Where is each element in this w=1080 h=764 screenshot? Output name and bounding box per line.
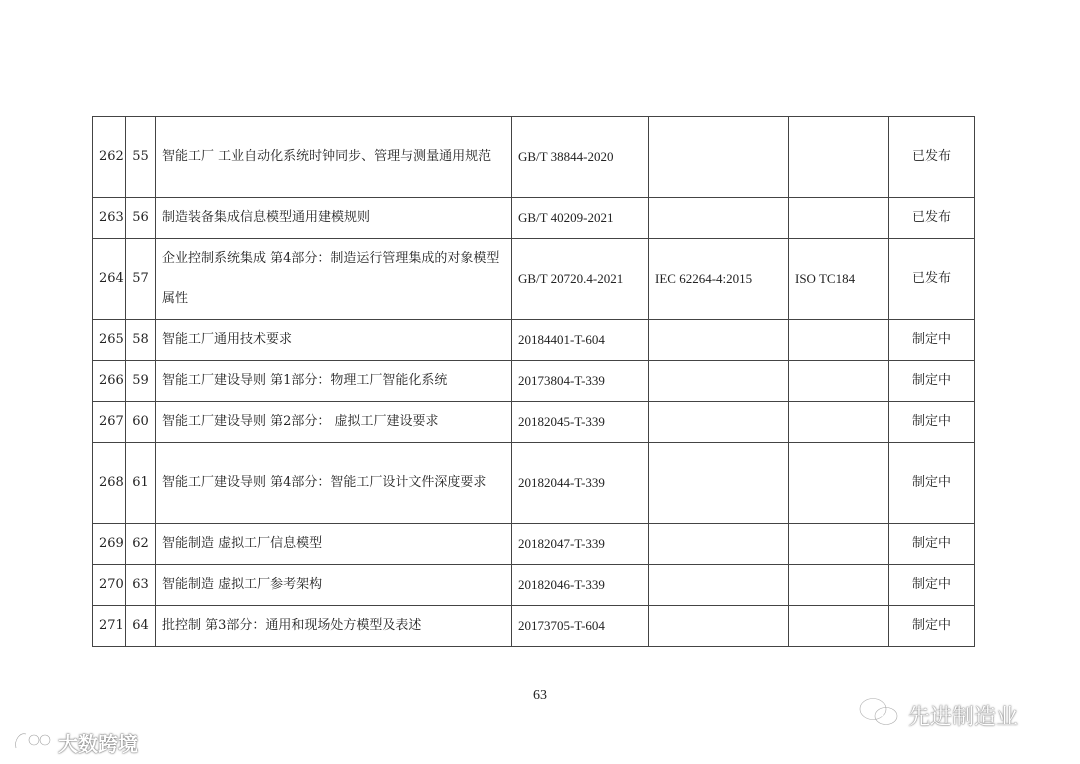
international-standard-cell (649, 198, 789, 239)
num-cell: 64 (126, 606, 156, 647)
num-cell: 63 (126, 565, 156, 606)
table-row (93, 565, 975, 606)
watermark-left-text: 大数跨境 (58, 731, 138, 756)
standard-name-cell: 制造装备集成信息模型通用建模规则 (156, 198, 512, 239)
organization-cell (789, 117, 889, 198)
standard-number-cell: 20184401-T-604 (512, 320, 649, 361)
standard-name-cell: 智能工厂建设导则 第1部分：物理工厂智能化系统 (156, 361, 512, 402)
table-row (93, 117, 975, 198)
standard-name-cell: 智能工厂建设导则 第4部分：智能工厂设计文件深度要求 (156, 443, 512, 524)
table-row (93, 361, 975, 402)
num-cell: 57 (126, 239, 156, 320)
num-cell: 60 (126, 402, 156, 443)
seq-cell: 267 (93, 402, 126, 443)
seq-cell: 265 (93, 320, 126, 361)
table-row (93, 198, 975, 239)
standard-name-cell: 批控制 第3部分：通用和现场处方模型及表述 (156, 606, 512, 647)
status-cell: 制定中 (889, 565, 975, 606)
watermark-brand (12, 728, 138, 756)
wechat-icon (858, 696, 900, 734)
international-standard-cell (649, 443, 789, 524)
standard-name-cell: 智能制造 虚拟工厂参考架构 (156, 565, 512, 606)
seq-cell: 270 (93, 565, 126, 606)
num-cell: 58 (126, 320, 156, 361)
standard-name-cell: 智能工厂通用技术要求 (156, 320, 512, 361)
num-cell: 55 (126, 117, 156, 198)
standard-number-cell: 20182045-T-339 (512, 402, 649, 443)
standard-number-cell: 20173705-T-604 (512, 606, 649, 647)
page-number: 63 (533, 688, 547, 703)
table-row (93, 402, 975, 443)
organization-cell (789, 320, 889, 361)
organization-cell (789, 565, 889, 606)
table-row (93, 320, 975, 361)
standard-name-cell: 企业控制系统集成 第4部分：制造运行管理集成的对象模型属性 (156, 239, 512, 320)
num-cell: 59 (126, 361, 156, 402)
international-standard-cell (649, 524, 789, 565)
standard-number-cell: 20182044-T-339 (512, 443, 649, 524)
num-cell: 62 (126, 524, 156, 565)
table-row (93, 239, 975, 320)
status-cell: 制定中 (889, 524, 975, 565)
table-row (93, 524, 975, 565)
standard-number-cell: 20182047-T-339 (512, 524, 649, 565)
international-standard-cell (649, 565, 789, 606)
standard-number-cell: GB/T 38844-2020 (512, 117, 649, 198)
status-cell: 已发布 (889, 117, 975, 198)
standard-number-cell: GB/T 40209-2021 (512, 198, 649, 239)
table-row (93, 443, 975, 524)
seq-cell: 268 (93, 443, 126, 524)
brand-logo-icon (12, 728, 52, 757)
organization-cell (789, 524, 889, 565)
organization-cell (789, 606, 889, 647)
watermark-right-text: 先进制造业 (908, 704, 1019, 730)
status-cell: 已发布 (889, 198, 975, 239)
organization-cell (789, 443, 889, 524)
seq-cell: 266 (93, 361, 126, 402)
status-cell: 制定中 (889, 402, 975, 443)
standard-name-cell: 智能工厂 工业自动化系统时钟同步、管理与测量通用规范 (156, 117, 512, 198)
international-standard-cell (649, 320, 789, 361)
organization-cell (789, 402, 889, 443)
num-cell: 56 (126, 198, 156, 239)
standards-table (92, 116, 975, 647)
organization-cell: ISO TC184 (789, 239, 889, 320)
organization-cell (789, 361, 889, 402)
status-cell: 已发布 (889, 239, 975, 320)
international-standard-cell (649, 402, 789, 443)
seq-cell: 271 (93, 606, 126, 647)
standard-name-cell: 智能制造 虚拟工厂信息模型 (156, 524, 512, 565)
international-standard-cell (649, 361, 789, 402)
organization-cell (789, 198, 889, 239)
status-cell: 制定中 (889, 320, 975, 361)
seq-cell: 262 (93, 117, 126, 198)
standard-number-cell: GB/T 20720.4-2021 (512, 239, 649, 320)
standard-name-cell: 智能工厂建设导则 第2部分： 虚拟工厂建设要求 (156, 402, 512, 443)
watermark-wechat (858, 698, 1018, 732)
international-standard-cell: IEC 62264-4:2015 (649, 239, 789, 320)
seq-cell: 263 (93, 198, 126, 239)
status-cell: 制定中 (889, 361, 975, 402)
standard-number-cell: 20173804-T-339 (512, 361, 649, 402)
status-cell: 制定中 (889, 606, 975, 647)
seq-cell: 269 (93, 524, 126, 565)
seq-cell: 264 (93, 239, 126, 320)
table-row (93, 606, 975, 647)
international-standard-cell (649, 606, 789, 647)
num-cell: 61 (126, 443, 156, 524)
international-standard-cell (649, 117, 789, 198)
status-cell: 制定中 (889, 443, 975, 524)
standard-number-cell: 20182046-T-339 (512, 565, 649, 606)
